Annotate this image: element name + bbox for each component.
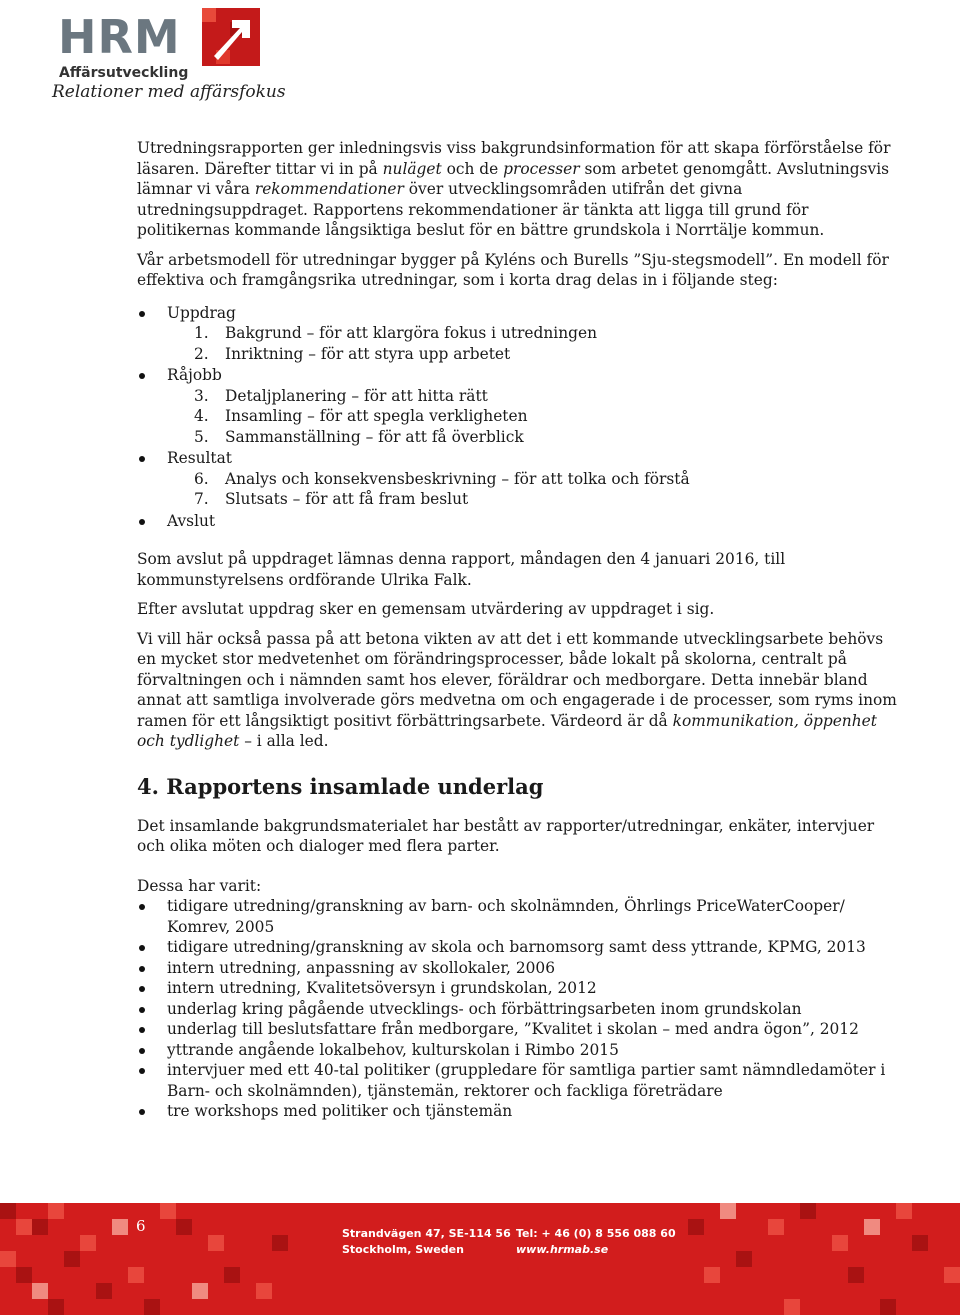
intro-paragraph: Utredningsrapporten ger inledningsvis viss bakgrundsinformation för att skapa förförståelse för läsaren. Därefter tittar vi in på nuläget och de processer som arbetet genomgått. Avslutningsvis lämnar vi våra rekommendationer över utvecklingsområden utifrån det givna utredningsuppdraget. Rapportens rekommendationer är tänkta att ligga till grund för politikernas kommande långsiktiga beslut för en bättre grundskola i Norrtälje kommun. bbox=[137, 139, 891, 239]
step-item: 3. Detaljplanering – för att hitta rätt bbox=[194, 386, 488, 405]
logo-arrow-icon bbox=[200, 6, 262, 68]
sources-list bbox=[137, 896, 897, 1122]
evaluation-paragraph: Efter avslutat uppdrag sker en gemensam utvärdering av uppdraget i sig. bbox=[137, 600, 715, 618]
step-item: 5. Sammanställning – för att få överblick bbox=[194, 427, 524, 446]
footer-address: Strandvägen 47, SE-114 56 Stockholm, Sweden bbox=[342, 1227, 511, 1256]
list-item: intern utredning, Kvalitetsöversyn i grundskolan, 2012 bbox=[137, 978, 897, 999]
step-group: Resultat bbox=[137, 448, 897, 469]
list-item: tidigare utredning/granskning av skola och barnomsorg samt dess yttrande, KPMG, 2013 bbox=[137, 937, 897, 958]
step-item: 7. Slutsats – för att få fram beslut bbox=[194, 490, 469, 508]
footer-website-link[interactable]: www.hrmab.se bbox=[516, 1243, 609, 1256]
list-item: tidigare utredning/granskning av barn- och skolnämnden, Öhrlings PriceWaterCooper/ Komrev, 2005 bbox=[137, 896, 897, 937]
values-paragraph: Vi vill här också passa på att betona vikten av att det i ett kommande utvecklingsarbete behövs en mycket stor medvetenhet om förändringsprocesser, både lokalt på skolorna, centralt på förvaltningen och i nämnden samt hos elever, föräldrar och medborgare. Detta innebär bland annat att samtliga involverade görs medvetna om och engagerade i de processer, som ryms inom ramen för ett långsiktigt positivt förbättringsarbete. Värdeord är då kommunikation, öppenhet och tydlighet – i alla led. bbox=[137, 629, 897, 750]
footer-phone: Tel: + 46 (0) 8 556 088 60 bbox=[516, 1227, 676, 1240]
list-item: underlag kring pågående utvecklings- och förbättringsarbeten inom grundskolan bbox=[137, 999, 897, 1020]
logo-name: HRM bbox=[58, 10, 181, 64]
document-body bbox=[137, 138, 897, 1122]
section-heading: 4. Rapportens insamlade underlag bbox=[137, 773, 544, 799]
step-item: 4. Insamling – för att spegla verkligheten bbox=[194, 407, 528, 425]
sources-intro: Dessa har varit: bbox=[137, 876, 262, 895]
step-item: 1. Bakgrund – för att klargöra fokus i utredningen bbox=[194, 324, 597, 342]
model-paragraph: Vår arbetsmodell för utredningar bygger på Kyléns och Burells ”Sju-stegsmodell”. En modell för effektiva och framgångsrika utredningar, som i korta drag delas in i följande steg: bbox=[137, 250, 889, 289]
seven-step-list bbox=[137, 303, 897, 532]
page-number: 6 bbox=[136, 1217, 146, 1235]
company-logo bbox=[52, 6, 286, 106]
step-group: Råjobb bbox=[137, 365, 897, 386]
step-item: 2. Inriktning – för att styra upp arbetet bbox=[194, 344, 511, 363]
list-item: intern utredning, anpassning av skollokaler, 2006 bbox=[137, 958, 897, 979]
logo-subtitle: Affärsutveckling bbox=[59, 65, 189, 81]
list-item: intervjuer med ett 40-tal politiker (gruppledare för samtliga partier samt nämndledamöter i Barn- och skolnämnden), tjänstemän, rektorer och fackliga företrädare bbox=[137, 1060, 897, 1101]
section-paragraph: Det insamlande bakgrundsmaterialet har bestått av rapporter/utredningar, enkäter, intervjuer och olika möten och dialoger med flera parter. bbox=[137, 816, 875, 855]
step-item: 6. Analys och konsekvensbeskrivning – för att tolka och förstå bbox=[194, 469, 690, 488]
footer-contact bbox=[516, 1226, 676, 1258]
list-item: underlag till beslutsfattare från medborgare, ”Kvalitet i skolan – med andra ögon”, 2012 bbox=[137, 1019, 897, 1040]
step-group: Uppdrag bbox=[137, 303, 897, 324]
list-item: yttrande angående lokalbehov, kulturskolan i Rimbo 2015 bbox=[137, 1040, 897, 1061]
step-group: Avslut bbox=[137, 511, 897, 532]
list-item: tre workshops med politiker och tjänstemän bbox=[137, 1101, 897, 1122]
closing-paragraph: Som avslut på uppdraget lämnas denna rapport, måndagen den 4 januari 2016, till kommunstyrelsens ordförande Ulrika Falk. bbox=[137, 550, 786, 589]
logo-slogan: Relationer med affärsfokus bbox=[52, 82, 286, 102]
